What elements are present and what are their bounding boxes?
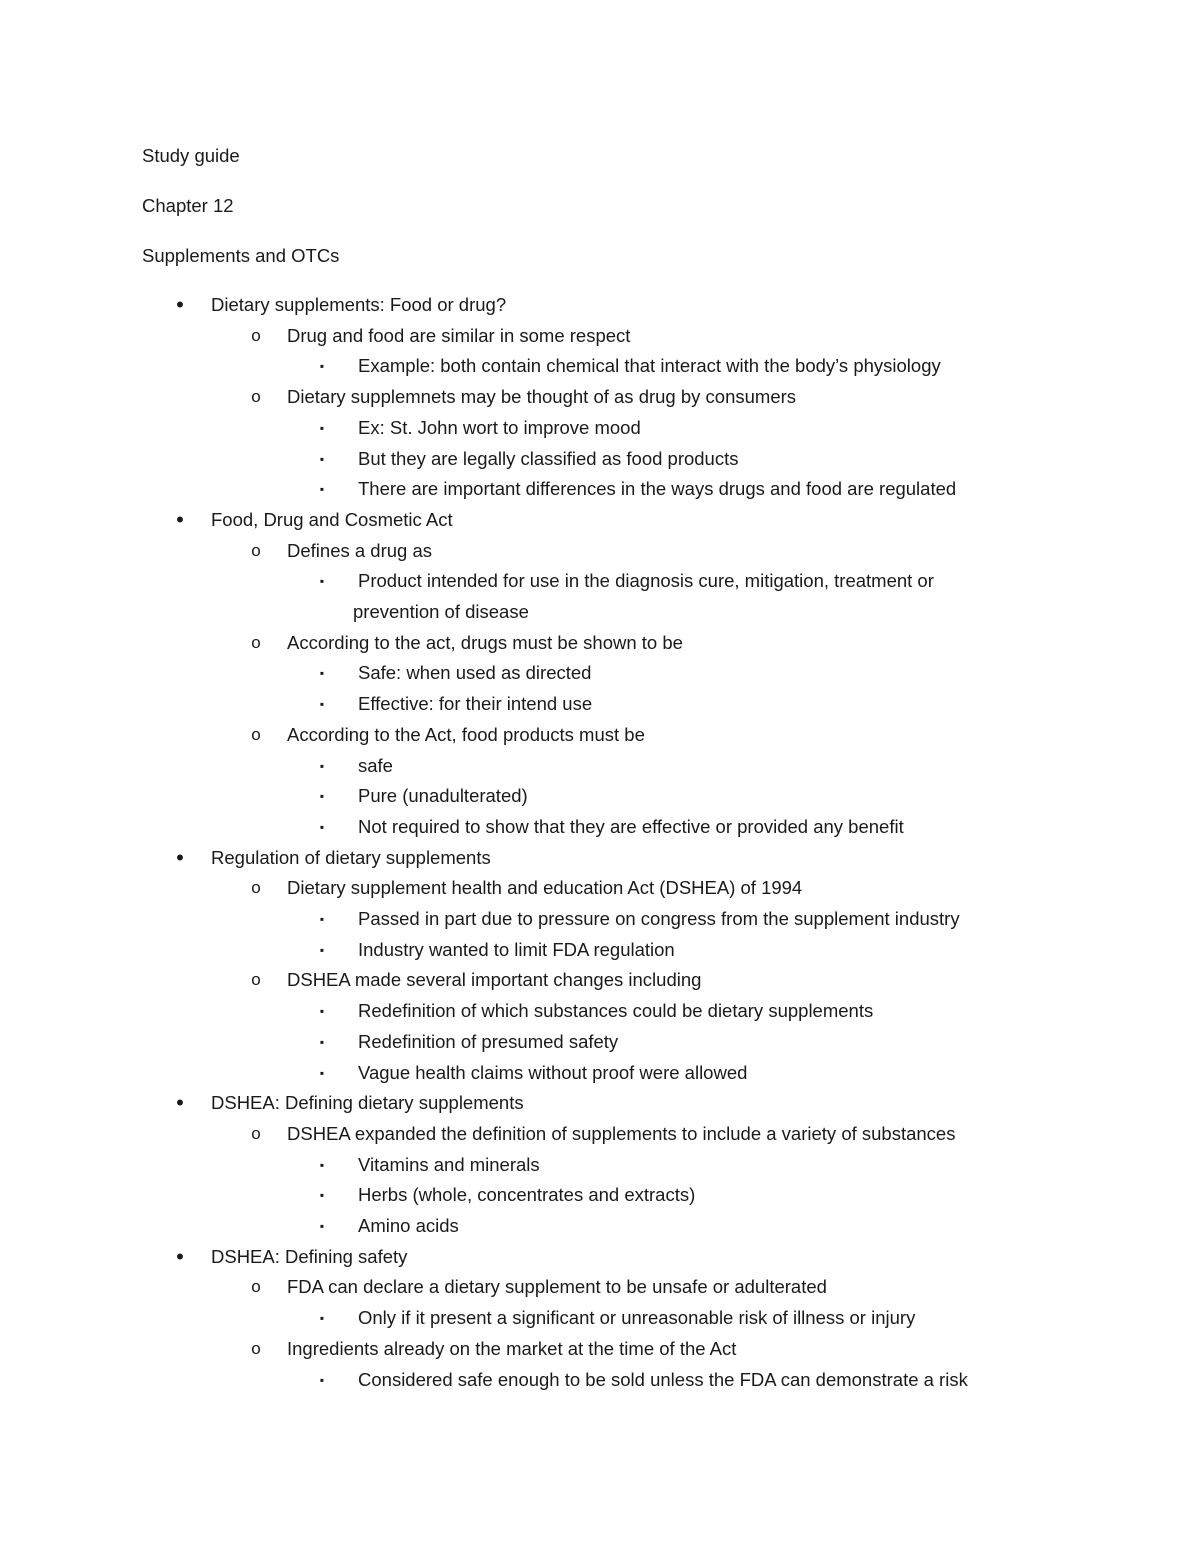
list-item-level-2: FDA can declare a dietary supplement to be unsafe or adulterated [287,1276,827,1297]
list-item-level-3: Amino acids [358,1215,459,1236]
document-title: Study guide [142,145,240,166]
bullet-marker-level-2: o [251,1277,261,1296]
topic-heading: Supplements and OTCs [142,245,340,266]
bullet-marker-level-3: ▪ [319,912,325,926]
list-item-level-3: Vitamins and minerals [358,1154,540,1175]
bullet-marker-level-1: • [176,1090,184,1115]
list-item-level-3: Passed in part due to pressure on congress from the supplement industry [358,908,960,929]
bullet-marker-level-2: o [251,633,261,652]
list-item-level-3: safe [358,755,393,776]
bullet-marker-level-3: ▪ [319,697,325,711]
bullet-marker-level-3: ▪ [319,789,325,803]
bullet-marker-level-3: ▪ [319,820,325,834]
list-item-level-2: Defines a drug as [287,540,433,561]
bullet-marker-level-3: ▪ [319,943,325,957]
list-item-level-3: Safe: when used as directed [358,662,592,683]
list-item-level-3: Vague health claims without proof were allowed [358,1062,748,1083]
list-item-level-3: Only if it present a significant or unreasonable risk of illness or injury [358,1307,916,1328]
bullet-marker-level-2: o [251,725,261,744]
list-item-level-1: DSHEA: Defining safety [211,1246,408,1267]
bullet-marker-level-3: ▪ [319,421,325,435]
list-item-level-3: Pure (unadulterated) [358,785,528,806]
bullet-marker-level-3: ▪ [319,452,325,466]
bullet-marker-level-3: ▪ [319,759,325,773]
bullet-marker-level-1: • [176,845,184,870]
list-item-level-2: According to the act, drugs must be shown to be [287,632,683,653]
list-item-level-3: Ex: St. John wort to improve mood [358,417,641,438]
bullet-marker-level-3: ▪ [319,1219,325,1233]
bullet-marker-level-3: ▪ [319,1373,325,1387]
list-item-level-3: There are important differences in the ways drugs and food are regulated [358,478,957,499]
list-item-level-3: Example: both contain chemical that interact with the body’s physiology [358,355,941,376]
bullet-marker-level-3: ▪ [319,1188,325,1202]
list-item-level-2: According to the Act, food products must be [287,724,645,745]
bullet-marker-level-3: ▪ [319,482,325,496]
bullet-marker-level-2: o [251,387,261,406]
list-item-level-1: Food, Drug and Cosmetic Act [211,509,453,530]
bullet-marker-level-3: ▪ [319,666,325,680]
bullet-marker-level-3: ▪ [319,1035,325,1049]
list-item-level-3: Herbs (whole, concentrates and extracts) [358,1184,696,1205]
list-item-level-2: Drug and food are similar in some respect [287,325,631,346]
list-item-level-3: Effective: for their intend use [358,693,593,714]
bullet-marker-level-2: o [251,1124,261,1143]
list-item-level-1: Regulation of dietary supplements [211,847,491,868]
list-item-level-2: Dietary supplemnets may be thought of as drug by consumers [287,386,797,407]
list-item-level-2: DSHEA expanded the definition of supplements to include a variety of substances [287,1123,956,1144]
list-item-level-2: Dietary supplement health and education Act (DSHEA) of 1994 [287,877,803,898]
bullet-marker-level-3: ▪ [319,1066,325,1080]
bullet-marker-level-3: ▪ [319,1311,325,1325]
bullet-marker-level-3: ▪ [319,1004,325,1018]
bullet-marker-level-2: o [251,1339,261,1358]
bullet-marker-level-3: ▪ [319,1158,325,1172]
bullet-marker-level-2: o [251,326,261,345]
bullet-marker-level-1: • [176,507,184,532]
list-item-level-3: Not required to show that they are effective or provided any benefit [358,816,904,837]
list-item-level-2: Ingredients already on the market at the time of the Act [287,1338,737,1359]
bullet-marker-level-2: o [251,878,261,897]
list-item-level-1: Dietary supplements: Food or drug? [211,294,507,315]
list-item-level-1: DSHEA: Defining dietary supplements [211,1092,524,1113]
bullet-marker-level-3: ▪ [319,574,325,588]
bullet-marker-level-1: • [176,292,184,317]
list-item-level-3: Considered safe enough to be sold unless the FDA can demonstrate a risk [358,1369,968,1390]
bullet-marker-level-1: • [176,1244,184,1269]
list-item-level-3: Redefinition of which substances could be dietary supplements [358,1000,874,1021]
chapter-heading: Chapter 12 [142,195,234,216]
bullet-marker-level-3: ▪ [319,359,325,373]
list-item-level-3: Product intended for use in the diagnosis cure, mitigation, treatment or [358,570,934,591]
bullet-marker-level-2: o [251,970,261,989]
list-item-level-2: DSHEA made several important changes including [287,969,702,990]
bullet-marker-level-2: o [251,541,261,560]
list-item-level-3: Industry wanted to limit FDA regulation [358,939,675,960]
list-item-level-3: But they are legally classified as food products [358,448,739,469]
list-item-continuation: prevention of disease [353,601,529,622]
list-item-level-3: Redefinition of presumed safety [358,1031,619,1052]
